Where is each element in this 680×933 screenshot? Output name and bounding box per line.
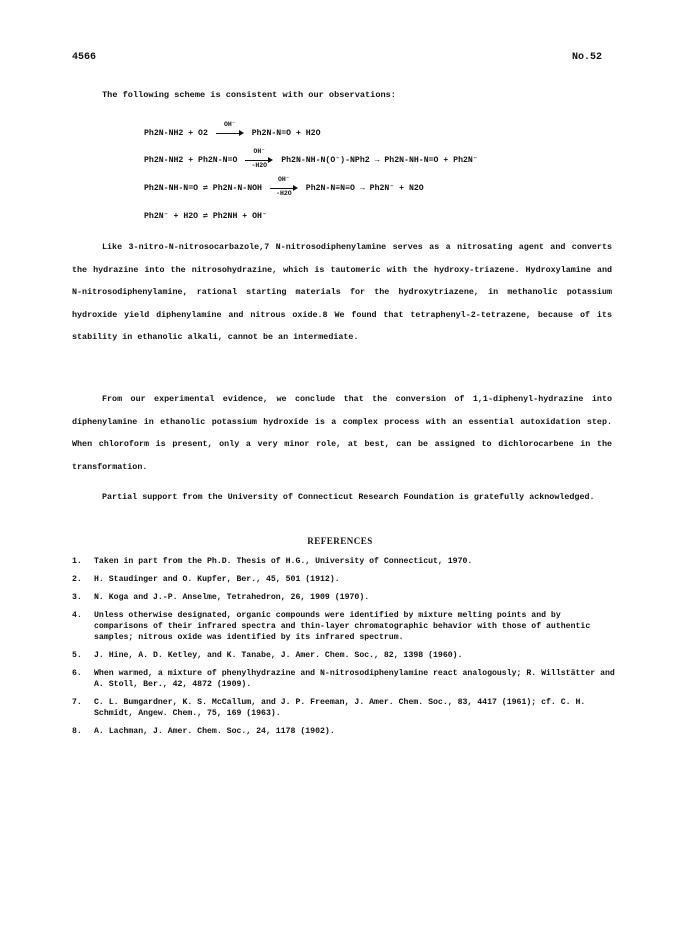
scheme-right: Ph2N-N=O + H2O: [251, 129, 321, 139]
scheme-line-2: [144, 147, 478, 169]
scheme-left: Ph2N-NH-N=O ⇌ Ph2N-N-NOH: [144, 184, 262, 193]
page-number: 4566: [72, 52, 97, 63]
scheme-left: Ph2N-NH2 + O2: [144, 129, 208, 139]
reference-item: 3. N. Koga and J.-P. Anselme, Tetrahedron, 26, 1909 (1970).: [72, 593, 370, 602]
scheme-right: Ph2N-N≡N≡O → Ph2N⁻ + N2O: [305, 184, 424, 193]
scheme-right: Ph2N-NH-N(O⁻)-NPh2 → Ph2N-NH-N=O + Ph2N⁻: [281, 156, 478, 165]
reference-item: 5. J. Hine, A. D. Ketley, and K. Tanabe, J. Amer. Chem. Soc., 82, 1398 (1960).: [72, 651, 463, 660]
reference-item: 2. H. Staudinger and O. Kupfer, Ber., 45, 501 (1912).: [72, 575, 340, 584]
reaction-arrow-icon: OH⁻: [216, 128, 244, 138]
paragraph-2: From our experimental evidence, we conclude that the conversion of 1,1-diphenyl-hydrazine into diphenylamine in ethanolic potassium hydroxide is a complex process with an essential autoxidation step. When chloroform is present, only a very minor role, at best, can be assigned to dichlorocarbene in the transformation.: [72, 394, 612, 472]
scheme-intro: The following scheme is consistent with our observations:: [102, 90, 396, 100]
paragraph-3: Partial support from the University of Connecticut Research Foundation is gratefully acknowledged.: [102, 492, 595, 502]
references-list: [72, 556, 617, 744]
reference-item: 1. Taken in part from the Ph.D. Thesis of H.G., University of Connecticut, 1970.: [72, 557, 473, 566]
reference-item: 4. Unless otherwise designated, organic compounds were identified by mixture melting points and by comparisons of their infrared spectra and thin-layer chromatographic behavior with those of authentic samples; nitrous oxide was identified by its infrared spectrum.: [72, 611, 591, 642]
paragraph-1: Like 3-nitro-N-nitrosocarbazole,7 N-nitrosodiphenylamine serves as a nitrosating agent and converts the hydrazine into the nitrosohydrazine, which is tautomeric with the hydroxy-triazene. Hydroxylamine and N-nitrosodiphenylamine, rational starting materials for the hydroxytriazene, in methanolic potassium hydroxide yield diphenylamine and nitrous oxide.8 We found that tetraphenyl-2-tetrazene, because of its stability in ethanolic alkali, cannot be an intermediate.: [72, 242, 612, 343]
reaction-arrow-icon: OH⁻ -H2O: [245, 155, 273, 165]
scheme-left: Ph2N-NH2 + Ph2N-N=O: [144, 156, 238, 165]
scheme-line-1: [144, 121, 321, 139]
issue-number: No.52: [571, 52, 602, 63]
scheme-line-4: [144, 210, 267, 221]
reference-item: 8. A. Lachman, J. Amer. Chem. Soc., 24, 1178 (1902).: [72, 727, 335, 736]
scheme-line-3: [144, 175, 424, 197]
reaction-arrow-icon: OH⁻ -H2O: [270, 183, 298, 193]
references-title: REFERENCES: [307, 536, 373, 546]
reference-item: 6. When warmed, a mixture of phenylhydrazine and N-nitrosodiphenylamine react analogously; R. Willstätter and A. Stoll, Ber., 42, 4872 (1909).: [72, 669, 615, 689]
scheme-left: Ph2N⁻ + H2O ⇌ Ph2NH + OH⁻: [144, 212, 267, 221]
reference-item: 7. C. L. Bumgardner, K. S. McCallum, and J. P. Freeman, J. Amer. Chem. Soc., 83, 4417 (1961); cf. C. H. Schmidt, Angew. Chem., 75, 169 (1963).: [72, 698, 586, 718]
